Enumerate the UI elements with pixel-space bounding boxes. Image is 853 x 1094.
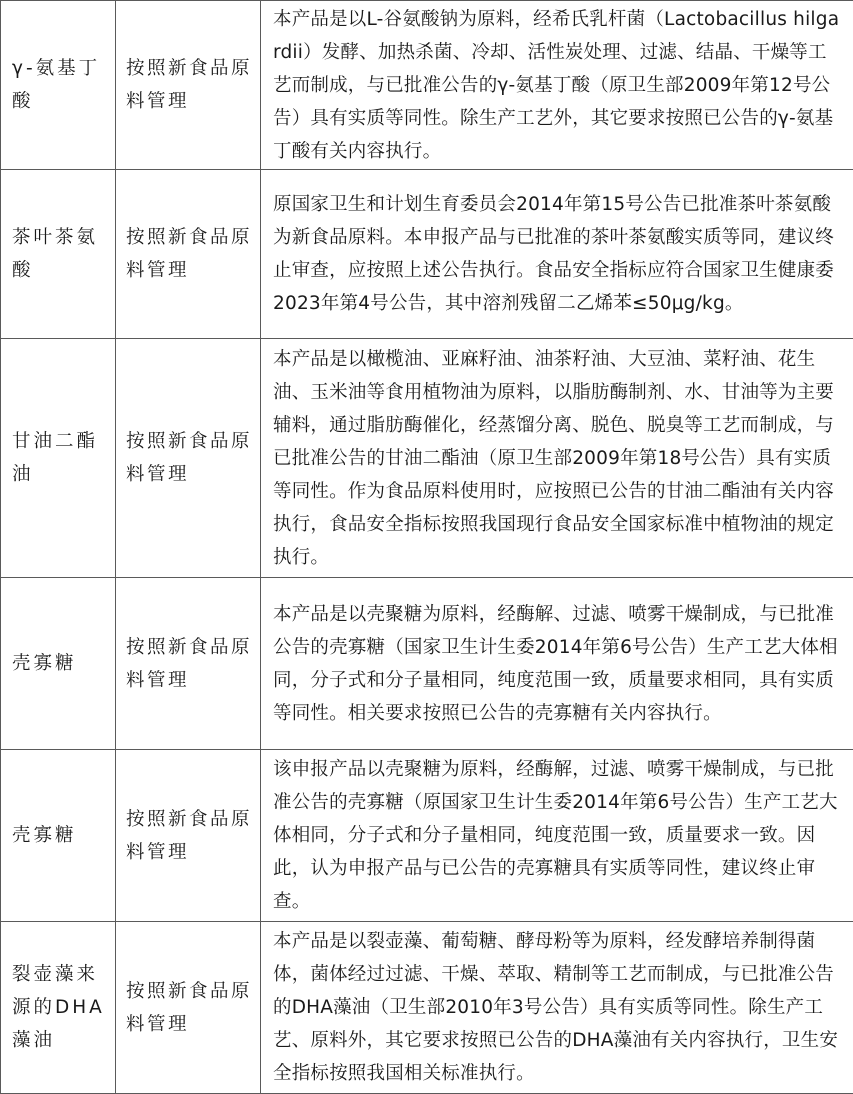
ingredient-name-cell: 甘油二酯油 bbox=[1, 339, 116, 578]
management-cell: 按照新食品原料管理 bbox=[116, 922, 261, 1094]
ingredient-name-cell: 裂壶藻来源的DHA藻油 bbox=[1, 922, 116, 1094]
ingredient-name-cell: 壳寡糖 bbox=[1, 578, 116, 750]
ingredient-name-cell: γ-氨基丁酸 bbox=[1, 1, 116, 170]
description-cell: 原国家卫生和计划生育委员会2014年第15号公告已批准茶叶茶氨酸为新食品原料。本申报产品与已批准的茶叶茶氨酸实质等同，建议终止审查，应按照上述公告执行。食品安全指标应符合国家卫生健康委2023年第4号公告，其中溶剂残留二乙烯苯≤50μg/kg。 bbox=[261, 170, 853, 339]
management-cell: 按照新食品原料管理 bbox=[116, 339, 261, 578]
table-row bbox=[1, 578, 853, 750]
description-cell: 该申报产品以壳聚糖为原料，经酶解，过滤、喷雾干燥制成，与已批准公告的壳寡糖（原国家卫生计生委2014年第6号公告）生产工艺大体相同，分子式和分子量相同，纯度范围一致，质量要求一致。因此，认为申报产品与已公告的壳寡糖具有实质等同性，建议终止审查。 bbox=[261, 750, 853, 922]
table-row bbox=[1, 1, 853, 170]
management-cell: 按照新食品原料管理 bbox=[116, 1, 261, 170]
table-row bbox=[1, 922, 853, 1094]
ingredient-name-cell: 壳寡糖 bbox=[1, 750, 116, 922]
ingredient-name-cell: 茶叶茶氨酸 bbox=[1, 170, 116, 339]
table-row bbox=[1, 170, 853, 339]
management-cell: 按照新食品原料管理 bbox=[116, 170, 261, 339]
table-row bbox=[1, 750, 853, 922]
management-cell: 按照新食品原料管理 bbox=[116, 578, 261, 750]
description-cell: 本产品是以橄榄油、亚麻籽油、油茶籽油、大豆油、菜籽油、花生油、玉米油等食用植物油为原料，以脂肪酶制剂、水、甘油等为主要辅料，通过脂肪酶催化，经蒸馏分离、脱色、脱臭等工艺而制成，与已批准公告的甘油二酯油（原卫生部2009年第18号公告）具有实质等同性。作为食品原料使用时，应按照已公告的甘油二酯油有关内容执行，食品安全指标按照我国现行食品安全国家标准中植物油的规定执行。 bbox=[261, 339, 853, 578]
description-cell: 本产品是以L-谷氨酸钠为原料，经希氏乳杆菌（Lactobacillus hilgardii）发酵、加热杀菌、冷却、活性炭处理、过滤、结晶、干燥等工艺而制成，与已批准公告的γ-氨基丁酸（原卫生部2009年第12号公告）具有实质等同性。除生产工艺外，其它要求按照已公告的γ-氨基丁酸有关内容执行。 bbox=[261, 1, 853, 170]
management-cell: 按照新食品原料管理 bbox=[116, 750, 261, 922]
table-row bbox=[1, 339, 853, 578]
description-cell: 本产品是以裂壶藻、葡萄糖、酵母粉等为原料，经发酵培养制得菌体，菌体经过过滤、干燥、萃取、精制等工艺而制成，与已批准公告的DHA藻油（卫生部2010年3号公告）具有实质等同性。除生产工艺、原料外，其它要求按照已公告的DHA藻油有关内容执行，卫生安全指标按照我国相关标准执行。 bbox=[261, 922, 853, 1094]
description-cell: 本产品是以壳聚糖为原料，经酶解、过滤、喷雾干燥制成，与已批准公告的壳寡糖（国家卫生计生委2014年第6号公告）生产工艺大体相同，分子式和分子量相同，纯度范围一致，质量要求相同，具有实质等同性。相关要求按照已公告的壳寡糖有关内容执行。 bbox=[261, 578, 853, 750]
